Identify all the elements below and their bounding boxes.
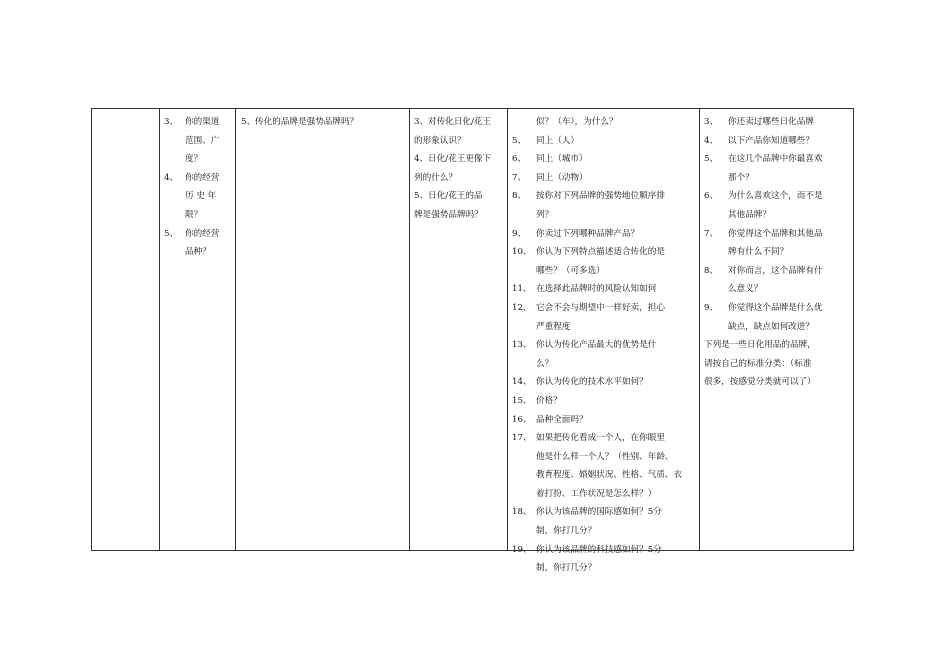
item-number: 8、 <box>704 265 719 276</box>
text-line: 同上（动物） <box>536 172 588 183</box>
item-text <box>728 225 852 262</box>
column-divider <box>507 109 508 550</box>
list-item <box>704 150 852 187</box>
item-number: 5、 <box>704 154 719 165</box>
text-line: 么意义？ <box>728 284 763 295</box>
item-number: 17、 <box>512 433 532 444</box>
text-line: 你的经营 <box>185 172 220 183</box>
text-line: 哪些？（可多选） <box>536 265 605 276</box>
question-line: 4、日化/花王更像下 <box>414 154 492 165</box>
question-line: 5、传化的品牌是强势品牌吗？ <box>241 117 359 127</box>
list-item <box>164 169 230 225</box>
item-text <box>536 336 695 373</box>
text-line: 么？ <box>536 358 554 369</box>
column-divider <box>699 109 700 550</box>
item-text <box>728 299 852 336</box>
item-text <box>536 299 695 336</box>
column-brand-question <box>241 113 406 132</box>
text-line: 你觉得这个品牌和其他品 <box>728 228 823 239</box>
item-number: 12、 <box>512 302 532 313</box>
item-number: 8、 <box>512 191 527 202</box>
list-item <box>704 262 852 299</box>
item-number: 14、 <box>512 377 532 388</box>
item-number: 19、 <box>512 544 532 555</box>
text-line: 按你对下列品牌的强势地位顺序排 <box>536 191 665 202</box>
list-item <box>512 503 695 540</box>
text-line: 限？ <box>185 209 203 220</box>
item-number: 7、 <box>512 172 527 183</box>
item-number: 3、 <box>164 117 179 127</box>
item-text <box>536 411 695 430</box>
text-line: 严重程度 <box>536 321 571 332</box>
text-line: 范围、广 <box>185 135 220 146</box>
text-line: 历 史 年 <box>185 191 217 202</box>
text-line: 你认为该品牌的科技感如何？5分 <box>536 544 662 555</box>
text-line: 以下产品你知道哪些？ <box>728 135 814 146</box>
text-line: 制，你打几分？ <box>536 563 597 574</box>
item-number: 9、 <box>512 228 527 239</box>
list-item <box>164 225 230 262</box>
text-line: 同上（城市） <box>536 154 588 165</box>
item-text <box>536 187 695 224</box>
questionnaire-table <box>91 108 854 574</box>
list-item <box>512 299 695 336</box>
text-line: 你卖过下列哪种品牌产品？ <box>536 228 640 239</box>
list-item <box>512 429 695 503</box>
text-line: 你的渠道 <box>185 117 220 127</box>
item-number: 5、 <box>164 228 179 239</box>
list-item <box>512 243 695 280</box>
instruction-line: 请按自己的标准分类：（标准 <box>704 358 812 369</box>
item-number: 15、 <box>512 395 532 406</box>
item-text <box>536 225 695 244</box>
item-text <box>728 113 852 132</box>
item-number: 11、 <box>512 284 532 295</box>
text-line: 品种全面吗？ <box>536 414 588 425</box>
item-number: 9、 <box>704 302 719 313</box>
item-number: 18、 <box>512 507 532 518</box>
column-divider <box>409 109 410 550</box>
item-text <box>536 541 695 578</box>
list-item <box>512 336 695 373</box>
instruction-line: 很多，按感觉分类就可以了） <box>704 377 816 388</box>
item-text <box>728 132 852 151</box>
list-item <box>704 132 852 151</box>
column-channel-questions <box>164 113 230 262</box>
question-line: 牌是强势品牌吗？ <box>414 209 483 220</box>
text-line: 它会不会与期望中一样好卖，担心 <box>536 302 665 313</box>
item-number: 3、 <box>704 117 719 127</box>
text-line: 其他品牌？ <box>728 209 771 220</box>
text-line: 列？ <box>536 209 554 220</box>
item-number: 6、 <box>704 191 719 202</box>
text-line: 制，你打几分？ <box>536 526 597 537</box>
item-number: 10、 <box>512 247 532 258</box>
text-line: 着打扮、工作状况是怎么样？） <box>536 488 657 499</box>
text-line: 你的经营 <box>185 228 220 239</box>
column-divider <box>235 109 236 550</box>
continued-line: 似？（车），为什么？ <box>536 117 618 127</box>
question-line: 3、对传化日化/花王 <box>414 117 492 127</box>
list-item <box>512 280 695 299</box>
list-item <box>512 187 695 224</box>
text-line: 你认为该品牌的国际感如何？5分 <box>536 507 662 518</box>
text-line: 度？ <box>185 154 203 165</box>
list-item <box>704 225 852 262</box>
column-image-questions <box>414 113 504 225</box>
text-line: 你认为传化的技术水平如何？ <box>536 377 648 388</box>
text-line: 在这几个品牌中你最喜欢 <box>728 154 823 165</box>
text-line: 你觉得这个品牌是什么优 <box>728 302 823 313</box>
instruction-line: 下列是一些日化用品的品牌， <box>704 340 816 351</box>
question-line: 5、日化/花王的品 <box>414 191 483 202</box>
item-text <box>185 113 230 169</box>
text-line: 他是什么样一个人？（性别、年龄、 <box>536 451 674 462</box>
item-text <box>536 373 695 392</box>
text-line: 为什么喜欢这个，而不是 <box>728 191 823 202</box>
list-item <box>512 411 695 430</box>
list-item <box>512 225 695 244</box>
item-text <box>536 169 695 188</box>
list-item <box>512 150 695 169</box>
item-number: 16、 <box>512 414 532 425</box>
item-number: 6、 <box>512 154 527 165</box>
item-text <box>536 243 695 280</box>
text-line: 你认为下列特点描述适合传化的是 <box>536 247 665 258</box>
item-text <box>185 169 230 225</box>
question-line: 的形象认识？ <box>414 135 466 146</box>
item-text <box>536 150 695 169</box>
item-number: 4、 <box>704 135 719 146</box>
item-number: 13、 <box>512 340 532 351</box>
item-text <box>536 132 695 151</box>
text-line: 同上（人） <box>536 135 579 146</box>
list-item <box>512 169 695 188</box>
text-line: 教育程度、婚姻状况、性格、气质、衣 <box>536 470 683 481</box>
list-item <box>512 132 695 151</box>
text-line: 你还卖过哪些日化品牌 <box>728 117 814 127</box>
list-item <box>704 299 852 336</box>
item-text <box>536 503 695 540</box>
list-item <box>512 392 695 411</box>
text-line: 在选择此品牌时的风险认知如何 <box>536 284 657 295</box>
item-number: 7、 <box>704 228 719 239</box>
text-line: 你认为传化产品最大的优势是什 <box>536 340 657 351</box>
text-line: 品种？ <box>185 247 211 258</box>
text-line: 价格？ <box>536 395 562 406</box>
text-line: 那个？ <box>728 172 754 183</box>
column-brand-preference-questions <box>704 113 852 392</box>
item-text <box>728 150 852 187</box>
list-item <box>512 373 695 392</box>
list-item <box>704 187 852 224</box>
item-text <box>728 262 852 299</box>
item-text <box>536 280 695 299</box>
list-item <box>512 541 695 578</box>
column-divider <box>159 109 160 550</box>
item-number: 4、 <box>164 172 179 183</box>
item-text <box>728 187 852 224</box>
item-text <box>185 225 230 262</box>
item-text <box>536 392 695 411</box>
text-line: 牌有什么不同？ <box>728 247 789 258</box>
item-number: 5、 <box>512 135 527 146</box>
text-line: 如果把传化看成一个人，在你眼里 <box>536 433 665 444</box>
list-item <box>164 113 230 169</box>
text-line: 缺点，缺点如何改进？ <box>728 321 814 332</box>
text-line: 对你而言，这个品牌有什 <box>728 265 823 276</box>
column-perception-questions <box>512 113 695 578</box>
question-line: 列的什么？ <box>414 172 457 183</box>
list-item <box>704 113 852 132</box>
item-text <box>536 429 695 503</box>
